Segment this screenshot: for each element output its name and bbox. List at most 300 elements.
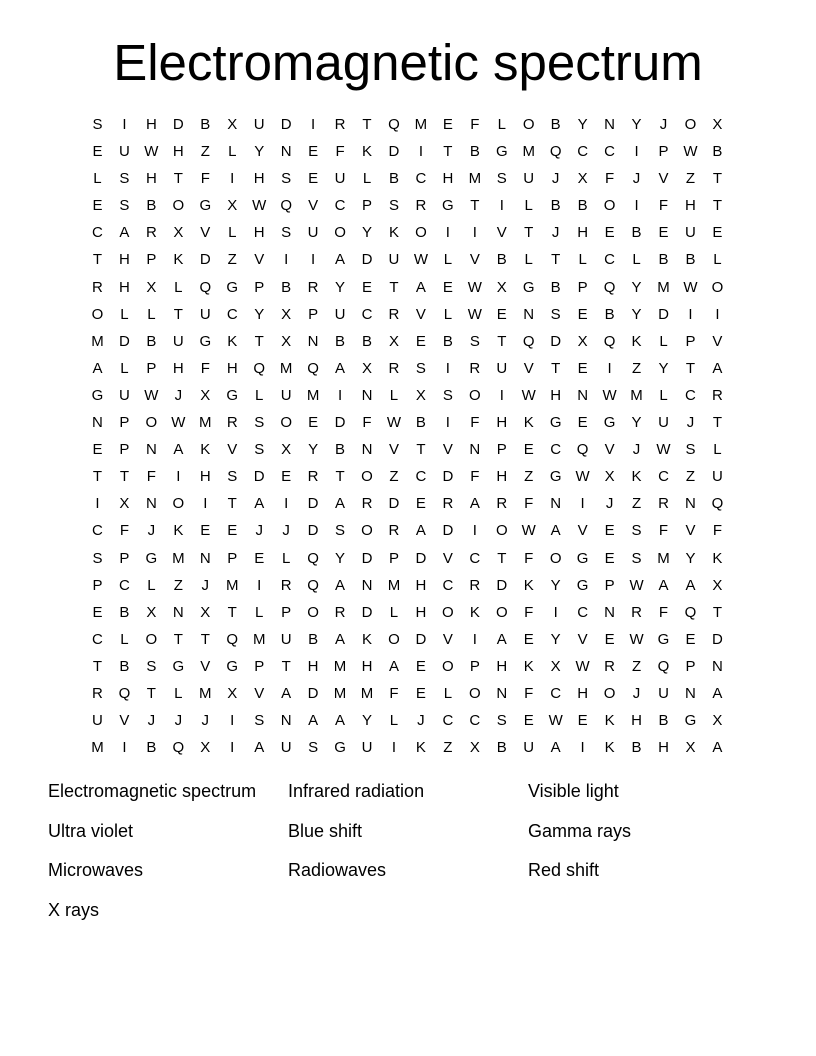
grid-letter: Q [711,495,724,513]
grid-letter: W [629,630,644,648]
word-list-item: Electromagnetic spectrum [48,781,257,801]
word-list [48,778,768,937]
grid-letter: B [146,739,157,757]
grid-letter: P [658,143,669,161]
grid-letter: K [523,414,534,432]
grid-letter: C [415,468,427,486]
grid-letter: B [550,116,561,133]
grid-letter: I [122,739,127,757]
grid-letter: Z [685,468,696,486]
grid-letter: P [146,359,157,377]
grid-letter: U [199,305,211,323]
grid-letter: M [279,359,293,377]
grid-letter: L [443,305,453,323]
grid-letter: Y [631,414,642,432]
grid-letter: H [550,386,562,404]
grid-letter: E [577,305,588,323]
grid-letter: J [686,414,695,432]
grid-letter: S [281,224,292,242]
grid-letter: H [253,224,265,242]
grid-letter: S [496,170,507,188]
grid-letter: E [308,170,319,188]
grid-letter: L [659,386,668,404]
grid-letter: E [442,278,453,296]
grid-letter: T [119,468,130,486]
grid-letter: X [173,224,184,242]
grid-letter: S [254,712,265,730]
grid-letter: U [119,143,130,161]
grid-letter: B [146,197,157,215]
grid-letter: E [577,712,588,730]
grid-letter: W [602,386,617,404]
grid-letter: B [550,278,561,296]
grid-letter: D [119,332,130,350]
grid-letter: T [389,278,399,296]
grid-letter: Y [631,305,642,323]
grid-letter: M [657,278,670,296]
grid-letter: X [388,332,399,350]
grid-letter: I [230,712,235,730]
grid-letter: V [712,332,723,350]
grid-letter: E [92,603,103,621]
grid-letter: T [281,657,291,675]
grid-letter: T [362,116,372,133]
grid-letter: U [280,386,292,404]
grid-letter: Z [227,251,237,269]
grid-letter: B [685,251,696,269]
grid-letter: W [467,305,482,323]
grid-letter: G [495,143,508,161]
grid-letter: L [174,278,183,296]
grid-letter: X [712,576,723,594]
grid-letter: G [603,414,616,432]
grid-letter: T [416,441,426,459]
grid-letter: Q [684,603,697,621]
grid-letter: Y [335,278,346,296]
grid-letter: I [634,143,639,161]
grid-letter: O [145,630,158,648]
grid-letter: P [119,549,130,567]
grid-letter: A [712,739,723,757]
grid-letter: T [227,603,237,621]
grid-letter: M [306,386,320,404]
grid-letter: N [604,603,615,621]
grid-letter: L [497,116,506,133]
grid-letter: E [281,468,292,486]
grid-letter: A [281,684,292,702]
grid-letter: V [254,684,265,702]
word-list-item: Radiowaves [288,860,387,881]
grid-letter: J [147,712,156,730]
grid-letter: S [442,386,453,404]
grid-letter: R [415,197,427,215]
grid-letter: L [281,549,291,567]
word-list-item: Infrared radiation [288,781,425,801]
grid-letter: Y [550,630,561,648]
grid-letter: U [172,332,184,350]
grid-letter: K [631,468,642,486]
grid-letter: F [470,414,480,432]
grid-letter: E [308,143,319,161]
grid-letter: Q [522,332,535,350]
grid-letter: K [362,143,373,161]
grid-letter: N [361,576,373,594]
grid-letter: A [685,576,696,594]
grid-letter: T [92,657,103,675]
grid-letter: T [712,197,722,215]
grid-letter: B [658,251,669,269]
grid-letter: Q [307,576,319,594]
grid-letter: I [257,576,262,594]
grid-letter: L [389,712,399,730]
grid-letter: E [523,712,534,730]
grid-letter: W [386,414,402,432]
grid-letter: T [254,332,264,350]
grid-letter: Z [200,143,210,161]
grid-letter: R [658,495,669,513]
grid-letter: R [145,224,157,242]
grid-letter: U [119,386,130,404]
grid-letter: M [522,143,535,161]
grid-letter: A [254,495,265,513]
grid-letter: S [146,657,157,675]
grid-letter: J [174,386,183,404]
grid-letter: I [337,386,343,404]
grid-letter: H [577,684,589,702]
grid-letter: W [629,576,644,594]
grid-letter: C [604,251,615,269]
grid-letter: I [284,251,289,269]
grid-letter: E [577,359,588,377]
grid-letter: B [362,332,373,350]
grid-letter: Q [603,332,616,350]
grid-letter: A [308,712,319,730]
grid-letter: M [172,549,185,567]
grid-letter: N [145,441,157,459]
grid-letter: F [658,603,669,621]
grid-letter: P [254,657,265,675]
grid-letter: L [524,251,533,269]
grid-letter: B [658,712,669,730]
grid-letter: X [550,657,561,675]
grid-letter: A [119,224,130,242]
grid-letter: C [92,630,103,648]
grid-letter: M [468,170,482,188]
grid-letter: H [658,739,669,757]
grid-letter: B [442,332,453,350]
grid-letter: S [119,170,130,188]
grid-letter: V [200,657,211,675]
grid-letter: P [254,278,265,296]
grid-letter: H [496,468,508,486]
grid-letter: G [549,468,562,486]
grid-letter: F [712,522,722,540]
grid-letter: X [362,359,373,377]
grid-letter: O [334,224,346,242]
grid-letter: R [92,278,103,296]
grid-letter: P [685,657,696,675]
grid-letter: X [146,278,157,296]
grid-letter: L [255,603,264,621]
grid-letter: I [445,224,450,242]
grid-letter: Q [172,739,185,757]
grid-letter: A [335,712,346,730]
grid-letter: A [712,359,723,377]
grid-letter: R [307,468,319,486]
grid-letter: L [389,603,399,621]
grid-letter: I [418,143,423,161]
grid-letter: C [334,197,346,215]
grid-letter: U [658,414,669,432]
grid-letter: N [604,116,615,133]
grid-letter: D [361,549,373,567]
grid-letter: R [631,603,642,621]
grid-letter: Y [362,224,373,242]
grid-letter: D [415,549,427,567]
grid-letter: H [496,657,508,675]
grid-letter: T [524,224,534,242]
grid-letter: H [172,143,184,161]
grid-letter: E [92,143,103,161]
grid-letter: R [361,495,373,513]
grid-letter: C [550,684,562,702]
grid-letter: A [712,684,723,702]
grid-letter: P [92,576,103,594]
grid-letter: U [92,712,103,730]
grid-letter: X [227,116,238,133]
grid-letter: U [361,739,373,757]
grid-letter: U [658,684,669,702]
grid-letter: N [711,657,723,675]
grid-letter: X [685,739,696,757]
grid-letter: M [360,684,374,702]
grid-letter: X [604,468,615,486]
grid-letter: C [604,143,615,161]
grid-letter: G [442,197,454,215]
grid-letter: B [119,603,130,621]
grid-letter: T [551,359,561,377]
grid-letter: N [361,441,373,459]
grid-letter: S [631,549,642,567]
grid-letter: Z [443,739,453,757]
grid-letter: F [524,495,534,513]
grid-letter: K [173,522,184,540]
grid-letter: R [442,495,454,513]
grid-letter: Y [254,305,265,323]
grid-letter: C [92,522,103,540]
grid-letter: O [442,603,454,621]
grid-letter: U [711,468,723,486]
grid-letter: C [550,441,562,459]
grid-letter: L [147,305,156,323]
grid-letter: F [146,468,156,486]
grid-letter: N [145,495,157,513]
grid-letter: X [227,684,238,702]
grid-letter: L [632,251,641,269]
grid-letter: T [173,305,183,323]
grid-letter: E [92,441,103,459]
grid-letter: F [524,603,534,621]
grid-letter: E [523,441,534,459]
grid-letter: Q [226,630,239,648]
grid-letter: F [200,170,210,188]
grid-letter: R [334,603,346,621]
grid-letter: H [631,712,642,730]
grid-letter: T [200,630,210,648]
grid-letter: I [391,739,397,757]
grid-letter: J [551,170,560,188]
grid-letter: L [713,251,722,269]
grid-letter: E [685,630,696,648]
grid-letter: I [688,305,693,323]
grid-letter: V [523,359,534,377]
grid-letter: T [173,170,183,188]
grid-letter: K [712,549,723,567]
grid-letter: L [120,305,129,323]
grid-letter: V [200,224,211,242]
grid-letter: B [415,414,426,432]
grid-letter: C [92,224,103,242]
grid-letter: F [658,522,669,540]
grid-letter: B [200,116,211,133]
grid-letter: X [146,603,157,621]
grid-letter: H [685,197,696,215]
grid-letter: V [415,305,426,323]
grid-letter: T [497,332,507,350]
grid-letter: G [549,414,562,432]
grid-letter: S [335,522,346,540]
grid-letter: C [469,712,481,730]
grid-letter: I [715,305,720,323]
grid-letter: Q [118,684,131,702]
grid-letter: W [548,712,563,730]
grid-letter: O [522,116,535,133]
grid-letter: Q [657,657,670,675]
grid-letter: C [577,143,589,161]
grid-letter: X [712,712,723,730]
grid-letter: L [443,684,453,702]
grid-letter: D [307,522,319,540]
grid-letter: M [333,657,347,675]
grid-letter: X [281,305,292,323]
grid-letter: O [172,495,185,513]
grid-letter: T [146,684,156,702]
grid-letter: H [145,116,157,133]
grid-letter: I [472,630,477,648]
grid-letter: K [631,332,642,350]
grid-letter: O [145,414,158,432]
puzzle-title: Electromagnetic spectrum [113,34,703,91]
grid-letter: P [388,549,399,567]
grid-letter: A [254,739,265,757]
grid-letter: Q [199,278,212,296]
grid-letter: E [658,224,669,242]
grid-letter: L [120,359,129,377]
grid-letter: W [683,278,698,296]
grid-letter: N [523,305,535,323]
grid-letter: G [226,657,239,675]
grid-letter: K [227,332,238,350]
grid-letter: C [685,386,696,404]
grid-letter: Z [173,576,183,594]
grid-letter: V [442,630,453,648]
grid-letter: Z [685,170,696,188]
grid-letter: F [524,684,534,702]
grid-letter: Z [524,468,534,486]
grid-letter: Y [335,549,346,567]
grid-letter: S [227,468,238,486]
grid-letter: F [470,468,480,486]
grid-letter: L [255,386,264,404]
grid-letter: S [469,332,480,350]
grid-letter: L [389,386,399,404]
grid-letter: D [307,684,319,702]
grid-letter: J [632,441,641,459]
grid-letter: I [499,197,504,215]
grid-letter: A [550,522,561,540]
grid-letter: G [91,386,104,404]
grid-letter: H [307,657,319,675]
grid-letter: G [334,739,346,757]
grid-letter: X [200,739,211,757]
grid-letter: S [92,116,103,133]
grid-letter: U [496,359,508,377]
grid-letter: K [388,224,399,242]
grid-letter: E [308,414,319,432]
grid-letter: N [199,549,211,567]
grid-letter: L [174,684,183,702]
grid-letter: V [442,441,453,459]
grid-letter: T [92,251,103,269]
grid-letter: K [200,441,211,459]
grid-letter: E [254,549,265,567]
grid-letter: E [415,495,426,513]
grid-letter: T [551,251,561,269]
grid-letter: L [228,143,237,161]
grid-letter: X [712,116,723,133]
grid-letter: O [361,468,373,486]
grid-letter: Q [603,278,616,296]
grid-letter: G [522,278,535,296]
grid-letter: V [254,251,265,269]
grid-letter: R [226,414,238,432]
grid-letter: O [495,522,508,540]
grid-letter: T [173,630,183,648]
grid-letter: H [145,170,157,188]
grid-letter: M [199,684,212,702]
grid-letter: T [443,143,453,161]
grid-letter: H [226,359,238,377]
grid-letter: G [226,386,239,404]
grid-letter: D [658,305,669,323]
grid-letter: Q [280,197,292,215]
grid-letter: B [631,224,642,242]
grid-letter: L [228,224,237,242]
grid-letter: J [147,522,156,540]
grid-letter: A [335,495,346,513]
grid-letter: Q [576,441,589,459]
word-list-item: Microwaves [48,860,144,881]
grid-letter: I [445,414,450,432]
grid-letter: U [388,251,400,269]
grid-letter: Z [631,359,642,377]
grid-letter: B [146,332,157,350]
letter-grid [84,111,731,761]
grid-letter: J [551,224,560,242]
grid-letter: Q [307,359,319,377]
grid-letter: P [308,305,319,323]
grid-letter: K [604,712,615,730]
